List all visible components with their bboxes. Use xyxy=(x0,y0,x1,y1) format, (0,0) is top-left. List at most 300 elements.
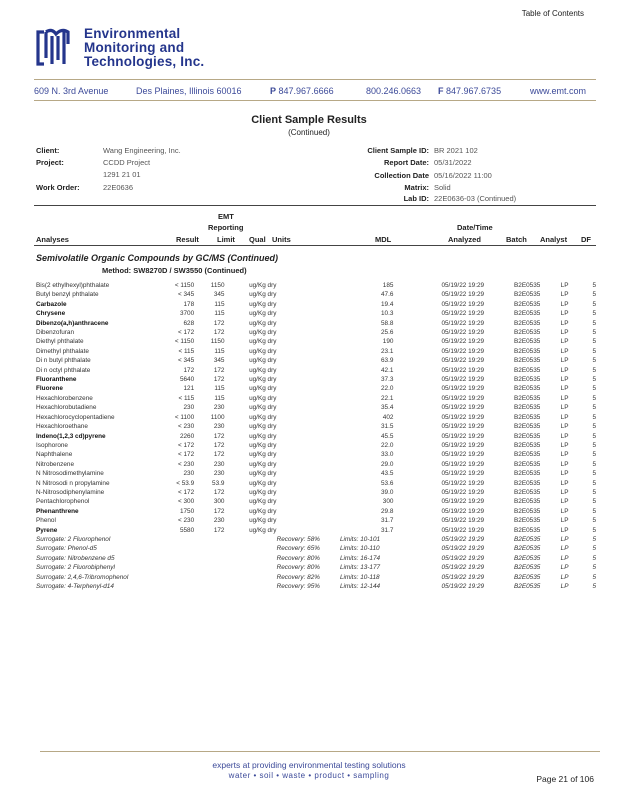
header-limit: Limit xyxy=(217,235,235,244)
table-row xyxy=(36,441,596,450)
city-address: Des Plaines, Illinois 60016 xyxy=(136,86,242,96)
analyst: LP xyxy=(560,479,569,487)
analyte-name: Dibenzofuran xyxy=(36,329,75,337)
header-analyzed: Analyzed xyxy=(448,235,481,244)
analyzed-date: 05/19/22 19:29 xyxy=(441,385,485,393)
batch-id: B2E0535 xyxy=(514,413,541,421)
analyst: LP xyxy=(560,535,569,543)
analyzed-date: 05/19/22 19:29 xyxy=(441,583,485,590)
analyte-name: Hexachlorobutadiene xyxy=(36,404,97,412)
street-address: 609 N. 3rd Avenue xyxy=(34,86,109,96)
analyst: LP xyxy=(560,583,569,590)
surrogate-recovery: Recovery: 65% xyxy=(276,545,320,553)
analyte-name: Pentachlorophenol xyxy=(36,498,90,506)
reporting-limit: 115 xyxy=(214,394,225,402)
fax: F 847.967.6735 xyxy=(438,86,502,96)
qualifier xyxy=(225,300,238,309)
mdl-value: 33.0 xyxy=(380,451,394,459)
surrogate-recovery: Recovery: 82% xyxy=(276,573,320,581)
reporting-limit: 115 xyxy=(214,347,225,355)
dilution-factor: 5 xyxy=(592,423,596,431)
table-row xyxy=(36,469,596,478)
header-rule-bottom xyxy=(34,245,596,246)
dilution-factor: 5 xyxy=(592,460,596,468)
analyte-name: Butyl benzyl phthalate xyxy=(36,291,99,299)
surrogate-name: Surrogate: Phenol-d5 xyxy=(36,545,97,553)
analyte-name: Hexachlorobenzene xyxy=(36,394,93,402)
analyzed-date: 05/19/22 19:29 xyxy=(441,319,485,327)
dilution-factor: 5 xyxy=(592,470,596,478)
units: ug/Kg dry xyxy=(249,451,277,459)
batch-id: B2E0535 xyxy=(514,564,541,572)
qualifier xyxy=(225,403,238,412)
table-row xyxy=(36,309,596,318)
qualifier xyxy=(225,441,238,450)
qualifier xyxy=(225,432,238,441)
analyzed-date: 05/19/22 19:29 xyxy=(441,498,485,506)
header-emt: EMT xyxy=(218,212,234,221)
dilution-factor: 5 xyxy=(592,291,596,299)
result-value: 230 xyxy=(183,404,195,412)
batch-id: B2E0535 xyxy=(514,545,541,553)
analyst: LP xyxy=(560,441,569,449)
result-value: < 172 xyxy=(177,441,195,449)
mdl-value: 53.6 xyxy=(380,479,394,487)
reporting-limit: 230 xyxy=(213,423,225,431)
reporting-limit: 115 xyxy=(214,385,225,393)
analyte-name: Bis(2 ethylhexyl)phthalate xyxy=(36,282,110,289)
project-label: Project: xyxy=(36,158,64,167)
batch-id: B2E0535 xyxy=(514,479,541,487)
analyte-name: N Nitrosodi n propylamine xyxy=(36,479,110,487)
result-value: < 230 xyxy=(177,460,195,468)
batch-id: B2E0535 xyxy=(514,498,541,506)
batch-id: B2E0535 xyxy=(514,329,541,337)
qualifier xyxy=(225,356,238,365)
analyst: LP xyxy=(560,423,569,431)
header-batch: Batch xyxy=(506,235,527,244)
batch-id: B2E0535 xyxy=(514,573,541,581)
surrogate-limits: Limits: 10-110 xyxy=(339,545,380,553)
reporting-limit: 230 xyxy=(213,404,225,412)
sample-id-label: Client Sample ID: xyxy=(367,146,429,155)
mdl-value: 185 xyxy=(382,282,394,289)
table-row xyxy=(36,375,596,384)
analyst: LP xyxy=(560,488,569,496)
mdl-value: 19.4 xyxy=(380,300,394,308)
mdl-value: 10.3 xyxy=(380,310,394,318)
collection-date-value: 05/16/2022 11:00 xyxy=(434,171,492,180)
surrogate-name: Surrogate: Nitrobenzene d5 xyxy=(36,554,115,562)
reporting-limit: 230 xyxy=(213,517,225,525)
header-reporting: Reporting xyxy=(208,223,244,232)
reporting-limit: 172 xyxy=(213,432,225,440)
analyte-name: N-Nitrosodiphenylamine xyxy=(36,488,105,496)
analyzed-date: 05/19/22 19:29 xyxy=(441,291,485,299)
reporting-limit: 172 xyxy=(213,526,225,534)
result-value: 2260 xyxy=(179,432,195,440)
analyte-name: Pyrene xyxy=(36,526,58,534)
mdl-value: 22.0 xyxy=(380,441,394,449)
units: ug/Kg dry xyxy=(249,300,277,308)
batch-id: B2E0535 xyxy=(514,366,541,374)
table-row xyxy=(36,432,596,441)
dilution-factor: 5 xyxy=(592,385,596,393)
mdl-value: 58.8 xyxy=(380,319,394,327)
mdl-value: 29.8 xyxy=(380,507,394,515)
table-row xyxy=(36,384,596,393)
result-value: 5640 xyxy=(179,376,195,384)
surrogate-limits: Limits: 12-144 xyxy=(339,583,381,590)
batch-id: B2E0535 xyxy=(514,583,541,590)
analyte-name: Di n octyl phthalate xyxy=(36,366,91,374)
dilution-factor: 5 xyxy=(592,413,596,421)
batch-id: B2E0535 xyxy=(514,404,541,412)
analyst: LP xyxy=(560,564,569,572)
sample-id-value: BR 2021 102 xyxy=(434,146,478,155)
analyst: LP xyxy=(560,545,569,553)
analyst: LP xyxy=(560,394,569,402)
batch-id: B2E0535 xyxy=(514,526,541,534)
reporting-limit: 172 xyxy=(213,329,225,337)
project-value: CCDD Project xyxy=(103,158,151,167)
surrogate-name: Surrogate: 2,4,6-Tribromophenol xyxy=(36,573,129,581)
analyst: LP xyxy=(560,338,569,346)
result-value: < 230 xyxy=(177,423,195,431)
mdl-value: 29.0 xyxy=(380,460,394,468)
dilution-factor: 5 xyxy=(592,573,596,581)
qualifier xyxy=(225,366,238,375)
reporting-limit: 230 xyxy=(213,470,225,478)
result-value: < 115 xyxy=(178,394,195,402)
analyzed-date: 05/19/22 19:29 xyxy=(441,517,485,525)
analyte-name: Fluoranthene xyxy=(36,376,77,384)
dilution-factor: 5 xyxy=(592,498,596,506)
dilution-factor: 5 xyxy=(592,432,596,440)
units: ug/Kg dry xyxy=(249,329,277,337)
surrogate-limits: Limits: 10-101 xyxy=(339,535,381,543)
analyst: LP xyxy=(560,517,569,525)
units: ug/Kg dry xyxy=(249,460,277,468)
mdl-value: 31.7 xyxy=(380,526,394,534)
table-row xyxy=(36,300,596,309)
analyte-name: Phenanthrene xyxy=(36,507,79,515)
qualifier xyxy=(225,281,238,290)
result-value: < 172 xyxy=(177,451,195,459)
table-row xyxy=(36,450,596,459)
qualifier xyxy=(225,460,238,469)
table-row xyxy=(36,507,596,516)
website: www.emt.com xyxy=(530,86,587,96)
qualifier xyxy=(225,394,238,403)
dilution-factor: 5 xyxy=(592,310,596,318)
collection-date-label: Collection Date xyxy=(374,171,429,180)
header-qual: Qual xyxy=(249,235,266,244)
dilution-factor: 5 xyxy=(592,404,596,412)
batch-id: B2E0535 xyxy=(514,535,541,543)
dilution-factor: 5 xyxy=(592,338,596,346)
surrogate-row xyxy=(36,582,596,591)
analyst: LP xyxy=(560,291,569,299)
units: ug/Kg dry xyxy=(249,423,277,431)
dilution-factor: 5 xyxy=(592,554,596,562)
analyzed-date: 05/19/22 19:29 xyxy=(441,310,485,318)
table-row xyxy=(36,479,596,488)
surrogate-row xyxy=(36,573,596,582)
analyzed-date: 05/19/22 19:29 xyxy=(441,573,485,581)
units: ug/Kg dry xyxy=(249,413,277,421)
result-value: < 53.9 xyxy=(176,479,195,487)
reporting-limit: 172 xyxy=(213,441,225,449)
qualifier xyxy=(225,375,238,384)
report-date-label: Report Date: xyxy=(383,158,429,167)
table-row xyxy=(36,394,596,403)
qualifier xyxy=(225,309,238,318)
work-order-label: Work Order: xyxy=(36,183,80,192)
results-table xyxy=(36,281,596,591)
analyst: LP xyxy=(560,300,569,308)
dilution-factor: 5 xyxy=(592,479,596,487)
analyzed-date: 05/19/22 19:29 xyxy=(441,347,485,355)
analyzed-date: 05/19/22 19:29 xyxy=(441,554,485,562)
emt-logo-icon xyxy=(34,26,74,68)
analyte-name: Carbazole xyxy=(36,300,67,308)
qualifier xyxy=(225,290,238,299)
batch-id: B2E0535 xyxy=(514,291,541,299)
mdl-value: 31.7 xyxy=(380,517,394,525)
result-value: < 172 xyxy=(177,329,195,337)
header-analyst: Analyst xyxy=(540,235,568,244)
batch-id: B2E0535 xyxy=(514,310,541,318)
analyte-name: Fluorene xyxy=(36,385,63,393)
qualifier xyxy=(225,488,238,497)
analyzed-date: 05/19/22 19:29 xyxy=(441,488,485,496)
analyst: LP xyxy=(560,507,569,515)
dilution-factor: 5 xyxy=(592,488,596,496)
analyte-name: Chrysene xyxy=(36,310,66,318)
batch-id: B2E0535 xyxy=(514,282,541,289)
batch-id: B2E0535 xyxy=(514,357,541,365)
analyzed-date: 05/19/22 19:29 xyxy=(441,357,485,365)
analyte-name: Hexachloroethane xyxy=(36,423,88,431)
units: ug/Kg dry xyxy=(249,432,277,440)
phone: P 847.967.6666 xyxy=(270,86,334,96)
reporting-limit: 115 xyxy=(214,300,225,308)
batch-id: B2E0535 xyxy=(514,554,541,562)
analyte-name: Phenol xyxy=(36,517,56,525)
result-value: < 1100 xyxy=(174,413,195,421)
analyzed-date: 05/19/22 19:29 xyxy=(441,535,485,543)
dilution-factor: 5 xyxy=(592,583,596,590)
analyst: LP xyxy=(560,526,569,534)
result-value: 121 xyxy=(183,385,195,393)
dilution-factor: 5 xyxy=(592,300,596,308)
analyst: LP xyxy=(560,357,569,365)
reporting-limit: 115 xyxy=(214,310,225,318)
section-title: Semivolatile Organic Compounds by GC/MS (Continued) xyxy=(36,253,279,263)
table-row xyxy=(36,337,596,346)
qualifier xyxy=(225,347,238,356)
dilution-factor: 5 xyxy=(592,535,596,543)
batch-id: B2E0535 xyxy=(514,460,541,468)
qualifier xyxy=(225,384,238,393)
table-row xyxy=(36,366,596,375)
analyte-name: Dimethyl phthalate xyxy=(36,347,89,355)
mdl-value: 22.1 xyxy=(380,394,394,402)
mdl-value: 42.1 xyxy=(380,366,394,374)
qualifier xyxy=(225,507,238,516)
table-row xyxy=(36,356,596,365)
batch-id: B2E0535 xyxy=(514,488,541,496)
dilution-factor: 5 xyxy=(592,507,596,515)
client-label: Client: xyxy=(36,146,60,155)
surrogate-row xyxy=(36,563,596,572)
analyzed-date: 05/19/22 19:29 xyxy=(441,404,485,412)
footer-tagline: experts at providing environmental testing solutions xyxy=(212,760,406,770)
qualifier xyxy=(225,469,238,478)
header-datetime: Date/Time xyxy=(457,223,493,232)
analyst: LP xyxy=(560,432,569,440)
reporting-limit: 230 xyxy=(213,460,225,468)
surrogate-name: Surrogate: 2 Fluorophenol xyxy=(36,535,111,543)
analyte-name: Dibenzo(a,h)anthracene xyxy=(36,319,109,327)
table-row xyxy=(36,422,596,431)
batch-id: B2E0535 xyxy=(514,432,541,440)
header-analyses: Analyses xyxy=(36,235,69,244)
page-number: Page 21 of 106 xyxy=(536,774,594,784)
units: ug/Kg dry xyxy=(249,291,277,299)
dilution-factor: 5 xyxy=(592,329,596,337)
units: ug/Kg dry xyxy=(249,488,277,496)
analyzed-date: 05/19/22 19:29 xyxy=(441,282,485,289)
batch-id: B2E0535 xyxy=(514,376,541,384)
units: ug/Kg dry xyxy=(249,441,277,449)
dilution-factor: 5 xyxy=(592,526,596,534)
table-row xyxy=(36,403,596,412)
surrogate-recovery: Recovery: 95% xyxy=(276,583,320,590)
result-value: 178 xyxy=(183,300,195,308)
project-number: 1291 21 01 xyxy=(103,170,141,179)
analyst: LP xyxy=(560,554,569,562)
analyzed-date: 05/19/22 19:29 xyxy=(441,441,485,449)
units: ug/Kg dry xyxy=(249,517,277,525)
reporting-limit: 300 xyxy=(213,498,225,506)
table-row xyxy=(36,488,596,497)
header-units: Units xyxy=(272,235,291,244)
analyst: LP xyxy=(560,498,569,506)
dilution-factor: 5 xyxy=(592,347,596,355)
result-value: < 1150 xyxy=(174,338,195,346)
surrogate-limits: Limits: 16-174 xyxy=(339,554,381,562)
batch-id: B2E0535 xyxy=(514,507,541,515)
result-value: 230 xyxy=(183,470,195,478)
qualifier xyxy=(225,479,238,488)
mdl-value: 31.5 xyxy=(380,423,394,431)
reporting-limit: 172 xyxy=(213,319,225,327)
analyzed-date: 05/19/22 19:29 xyxy=(441,470,485,478)
batch-id: B2E0535 xyxy=(514,394,541,402)
reporting-limit: 345 xyxy=(213,357,225,365)
dilution-factor: 5 xyxy=(592,319,596,327)
units: ug/Kg dry xyxy=(249,404,277,412)
result-value: 5580 xyxy=(179,526,195,534)
analyte-name: Nitrobenzene xyxy=(36,460,75,468)
table-row xyxy=(36,319,596,328)
analyst: LP xyxy=(560,366,569,374)
surrogate-recovery: Recovery: 58% xyxy=(276,535,320,543)
qualifier xyxy=(225,319,238,328)
qualifier xyxy=(225,497,238,506)
analyst: LP xyxy=(560,451,569,459)
units: ug/Kg dry xyxy=(249,385,277,393)
reporting-limit: 1150 xyxy=(210,282,225,289)
result-value: < 172 xyxy=(177,488,195,496)
result-value: < 300 xyxy=(177,498,195,506)
mdl-value: 23.1 xyxy=(380,347,394,355)
mdl-value: 39.0 xyxy=(380,488,394,496)
mdl-value: 300 xyxy=(382,498,394,506)
analyst: LP xyxy=(560,404,569,412)
surrogate-name: Surrogate: 2 Fluorobiphenyl xyxy=(36,564,115,572)
surrogate-row xyxy=(36,554,596,563)
units: ug/Kg dry xyxy=(249,338,277,346)
surrogate-recovery: Recovery: 80% xyxy=(276,564,320,572)
footer-services: water • soil • waste • product • sampling xyxy=(228,771,390,780)
mdl-value: 37.3 xyxy=(380,376,394,384)
analyst: LP xyxy=(560,376,569,384)
units: ug/Kg dry xyxy=(249,282,277,289)
analyzed-date: 05/19/22 19:29 xyxy=(441,564,485,572)
mdl-value: 45.5 xyxy=(380,432,394,440)
analyst: LP xyxy=(560,310,569,318)
reporting-limit: 172 xyxy=(213,488,225,496)
units: ug/Kg dry xyxy=(249,366,277,374)
mdl-value: 25.6 xyxy=(380,329,394,337)
qualifier xyxy=(225,413,238,422)
lab-id-label: Lab ID: xyxy=(403,194,429,203)
dilution-factor: 5 xyxy=(592,357,596,365)
header-mdl: MDL xyxy=(375,235,392,244)
reporting-limit: 53.9 xyxy=(212,479,225,487)
batch-id: B2E0535 xyxy=(514,338,541,346)
analyte-name: Isophorone xyxy=(36,441,68,449)
mdl-value: 43.5 xyxy=(380,470,394,478)
reporting-limit: 1150 xyxy=(210,338,225,346)
result-value: 628 xyxy=(183,319,195,327)
analyst: LP xyxy=(560,413,569,421)
table-row xyxy=(36,290,596,299)
analyst: LP xyxy=(560,573,569,581)
dilution-factor: 5 xyxy=(592,564,596,572)
table-row xyxy=(36,516,596,525)
mdl-value: 402 xyxy=(382,413,394,421)
header-result: Result xyxy=(176,235,199,244)
qualifier xyxy=(225,422,238,431)
client-value: Wang Engineering, Inc. xyxy=(103,146,181,155)
table-of-contents-link[interactable]: Table of Contents xyxy=(521,9,584,18)
analyst: LP xyxy=(560,329,569,337)
batch-id: B2E0535 xyxy=(514,517,541,525)
table-row xyxy=(36,497,596,506)
analyzed-date: 05/19/22 19:29 xyxy=(441,394,485,402)
reporting-limit: 345 xyxy=(213,291,225,299)
qualifier xyxy=(225,328,238,337)
reporting-limit: 1100 xyxy=(210,413,225,421)
header-df: DF xyxy=(581,235,591,244)
result-value: 3700 xyxy=(179,310,195,318)
table-row xyxy=(36,347,596,356)
analyzed-date: 05/19/22 19:29 xyxy=(441,507,485,515)
